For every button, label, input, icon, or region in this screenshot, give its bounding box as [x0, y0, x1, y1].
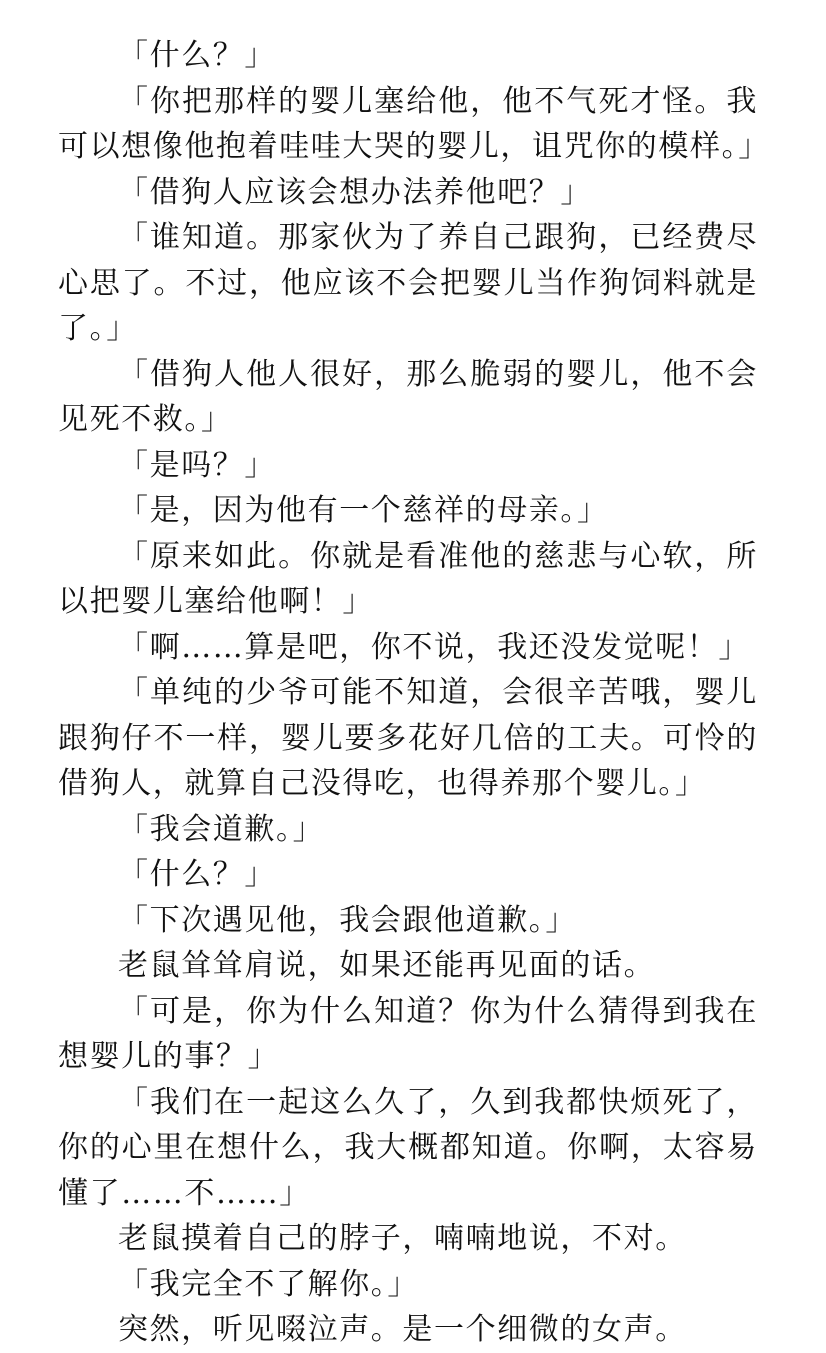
paragraph: 「是吗？」	[118, 447, 276, 483]
paragraph: 「是，因为他有一个慈祥的母亲。」	[118, 493, 609, 528]
paragraph: 「我们在一起这么久了，久到我都快烦死了，你的心里在想什么，我大概都知道。你啊，太容易懂了……不……」	[58, 1084, 758, 1211]
paragraph: 「谁知道。那家伙为了养自己跟狗，已经费尽心思了。不过，他应该不会把婴儿当作狗饲料就是了。」	[58, 220, 758, 346]
paragraph: 「借狗人应该会想办法养他吧？」	[118, 174, 592, 210]
paragraph: 「什么？」	[118, 38, 276, 73]
paragraph: 「可是，你为什么知道？你为什么猜得到我在想婴儿的事？」	[58, 993, 758, 1074]
paragraph: 「我会道歉。」	[118, 811, 325, 847]
paragraph: 「原来如此。你就是看准他的慈悲与心软，所以把婴儿塞给他啊！」	[58, 538, 758, 619]
document-page	[58, 33, 770, 1353]
paragraph: 突然，听见啜泣声。是一个细微的女声。	[118, 1312, 687, 1347]
paragraph: 「什么？」	[118, 857, 276, 892]
paragraph: 「下次遇见他，我会跟他道歉。」	[118, 902, 577, 938]
paragraph: 「我完全不了解你。」	[118, 1266, 419, 1302]
paragraph: 老鼠耸耸肩说，如果还能再见面的话。	[118, 948, 656, 983]
paragraph: 「单纯的少爷可能不知道，会很辛苦哦，婴儿跟狗仔不一样，婴儿要多花好几倍的工夫。可怜的借狗人，就算自己没得吃，也得养那个婴儿。」	[58, 675, 758, 801]
paragraph: 「啊……算是吧，你不说，我还没发觉呢！」	[118, 629, 750, 665]
paragraph: 老鼠摸着自己的脖子，喃喃地说，不对。	[118, 1221, 687, 1256]
paragraph: 「你把那样的婴儿塞给他，他不气死才怪。我可以想像他抱着哇哇大哭的婴儿，诅咒你的模样。」	[58, 83, 770, 164]
paragraph: 「借狗人他人很好，那么脆弱的婴儿，他不会见死不救。」	[58, 356, 758, 437]
